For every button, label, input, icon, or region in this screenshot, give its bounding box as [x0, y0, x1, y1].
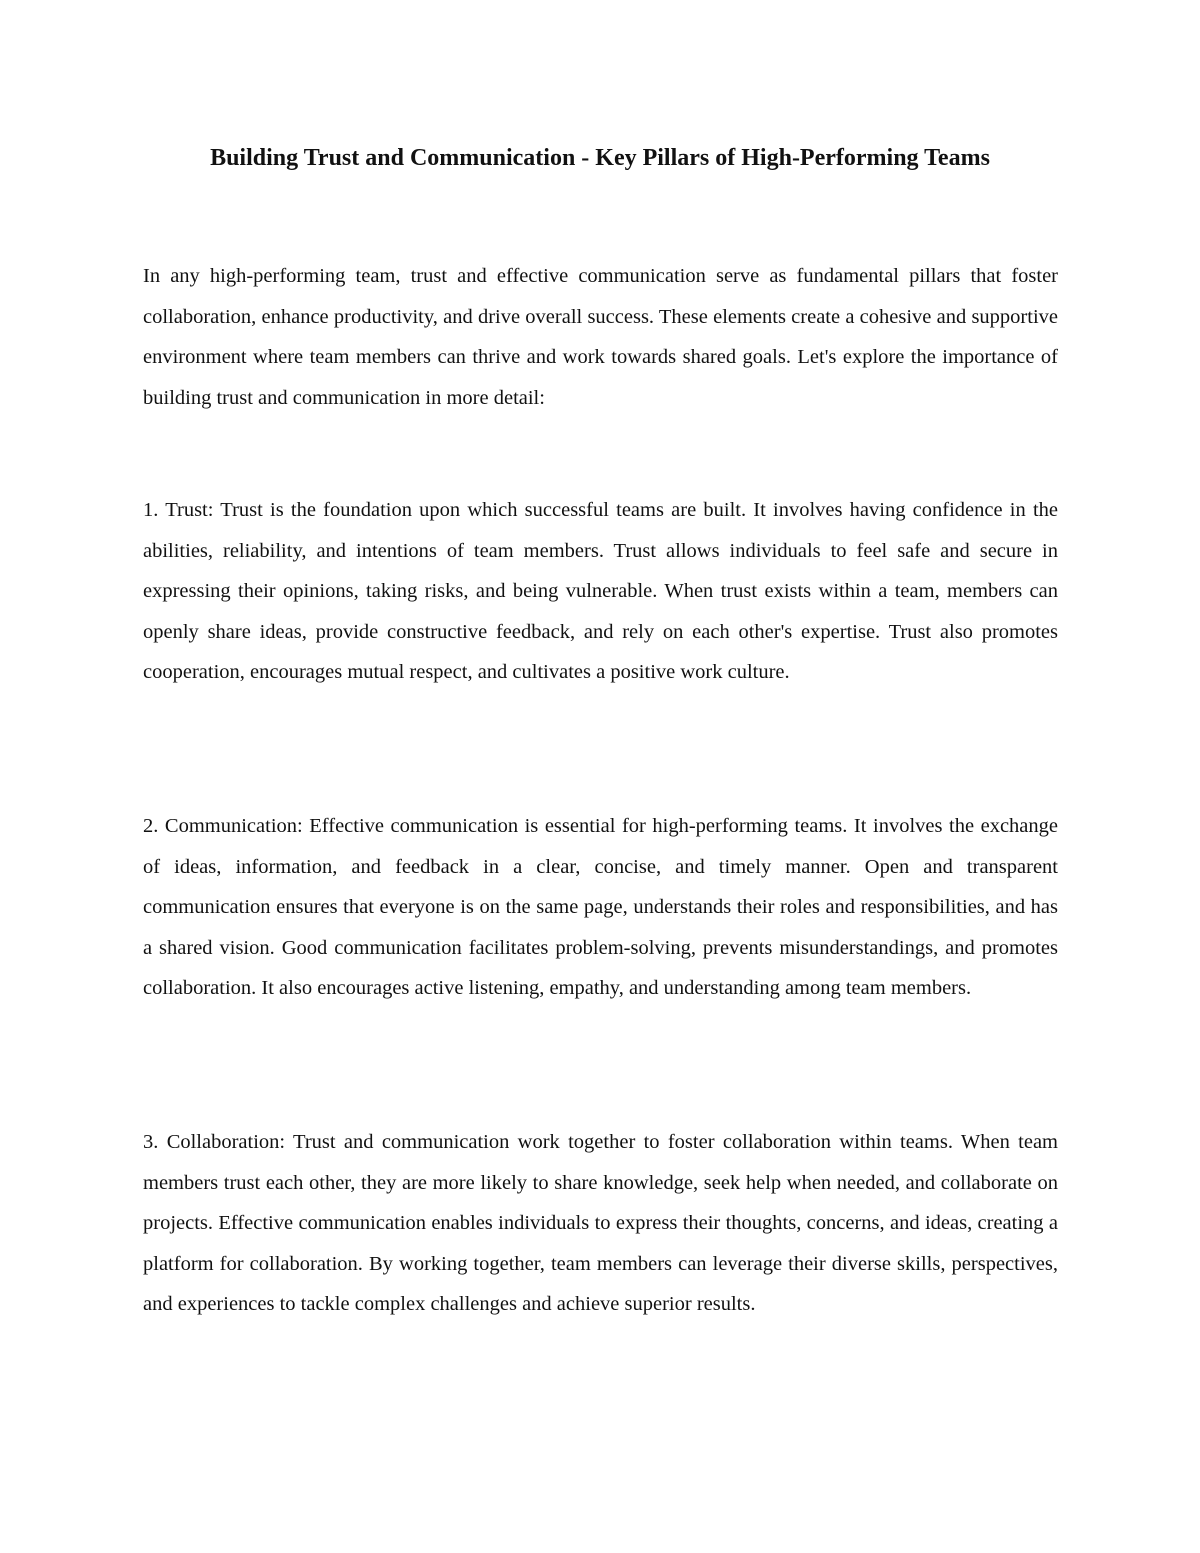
- page-title: Building Trust and Communication - Key Pillars of High-Performing Teams: [210, 145, 990, 171]
- communication-paragraph: 2. Communication: Effective communication is essential for high-performing teams. It involves the exchange of ideas, information, and feedback in a clear, concise, and timely manner. Open and transparent communication ensures that everyone is on the same page, understands their roles and responsibilities, and has a shared vision. Good communication facilitates problem-solving, prevents misunderstandings, and promotes collaboration. It also encourages active listening, empathy, and understanding among team members.: [143, 815, 1058, 999]
- collaboration-paragraph: 3. Collaboration: Trust and communication work together to foster collaboration within teams. When team members trust each other, they are more likely to share knowledge, seek help when needed, and collaborate on projects. Effective communication enables individuals to express their thoughts, concerns, and ideas, creating a platform for collaboration. By working together, team members can leverage their diverse skills, perspectives, and experiences to tackle complex challenges and achieve superior results.: [143, 1131, 1058, 1315]
- intro-paragraph: In any high-performing team, trust and effective communication serve as fundamental pillars that foster collaboration, enhance productivity, and drive overall success. These elements create a cohesive and supportive environment where team members can thrive and work towards shared goals. Let's explore the importance of building trust and communication in more detail:: [143, 265, 1058, 409]
- trust-paragraph: 1. Trust: Trust is the foundation upon which successful teams are built. It involves having confidence in the abilities, reliability, and intentions of team members. Trust allows individuals to feel safe and secure in expressing their opinions, taking risks, and being vulnerable. When trust exists within a team, members can openly share ideas, provide constructive feedback, and rely on each other's expertise. Trust also promotes cooperation, encourages mutual respect, and cultivates a positive work culture.: [143, 499, 1058, 683]
